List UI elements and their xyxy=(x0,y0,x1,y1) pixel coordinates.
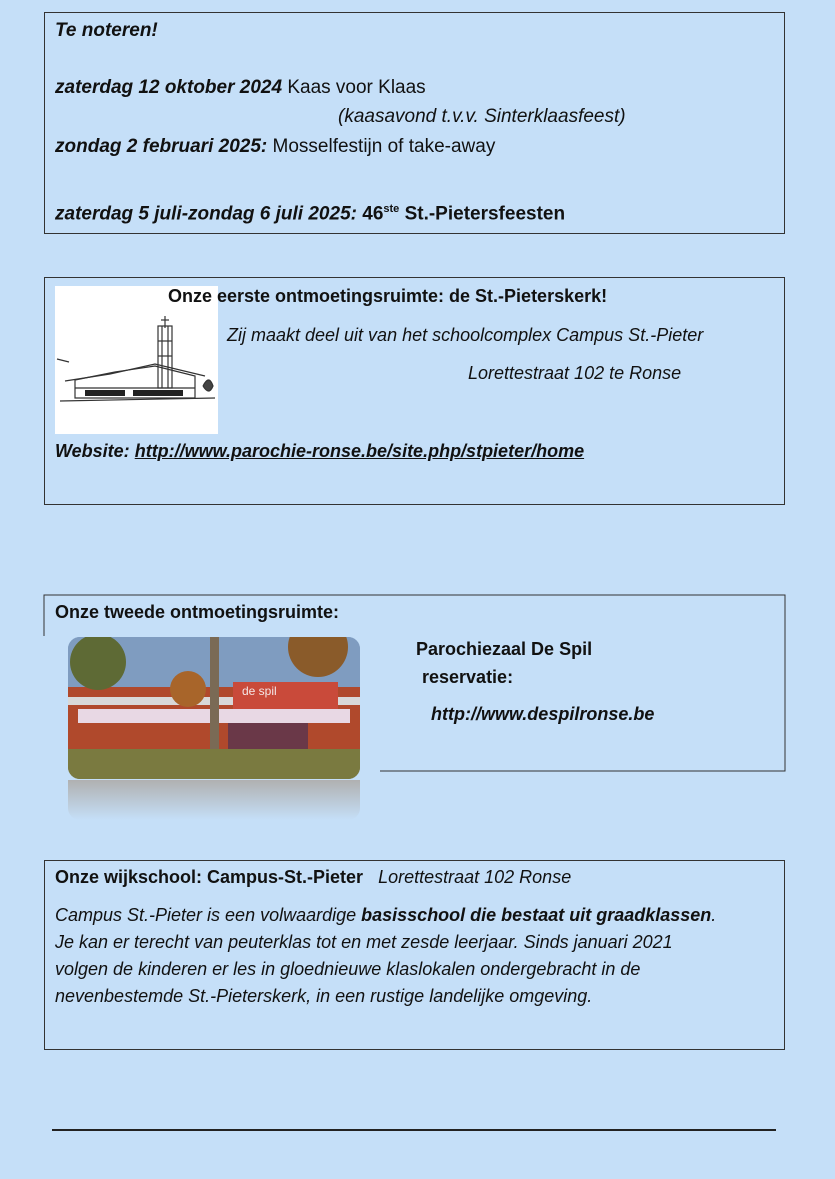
school-box xyxy=(44,860,785,1050)
event-2 xyxy=(55,136,495,158)
event-3 xyxy=(55,203,565,225)
school-address: Lorettestraat 102 Ronse xyxy=(378,867,572,887)
church-drawing xyxy=(55,286,218,434)
website-label: Website: xyxy=(55,441,130,461)
de-spil-photo xyxy=(68,637,360,779)
first-space-line2: Lorettestraat 102 te Ronse xyxy=(468,363,682,383)
de-spil-sign: de spil xyxy=(242,684,277,698)
de-spil-link[interactable]: http://www.despilronse.be xyxy=(431,704,655,724)
event-3-sup: ste xyxy=(383,203,400,215)
school-line-1-bold: basisschool die bestaat uit graadklassen xyxy=(361,905,712,925)
de-spil-name: Parochiezaal De Spil xyxy=(416,639,593,659)
school-line-4: nevenbestemde St.-Pieterskerk, in een rustige landelijke omgeving. xyxy=(55,986,593,1006)
event-1-title: Kaas voor Klaas xyxy=(287,77,426,98)
school-line-1 xyxy=(55,905,716,926)
bottom-divider xyxy=(52,1129,776,1131)
first-space-heading: Onze eerste ontmoetingsruimte: de St.-Pieterskerk! xyxy=(168,286,608,306)
notes-heading: Te noteren! xyxy=(55,20,158,41)
school-line-1-end: . xyxy=(711,905,717,925)
school-line-2: Je kan er terecht van peuterklas tot en met zesde leerjaar. Sinds januari 2021 xyxy=(55,932,673,952)
photo-reflection xyxy=(68,780,360,820)
event-2-title: Mosselfestijn of take-away xyxy=(272,136,496,157)
website-line xyxy=(55,441,584,462)
event-1-subtitle: (kaasavond t.v.v. Sinterklaasfeest) xyxy=(338,106,626,127)
event-2-date: zondag 2 februari 2025: xyxy=(55,136,268,157)
school-line-1-text: Campus St.-Pieter is een volwaardige xyxy=(55,905,362,925)
school-line-3: volgen de kinderen er les in gloednieuwe klaslokalen ondergebracht in de xyxy=(55,959,641,979)
de-spil-reservation: reservatie: xyxy=(422,667,514,687)
second-space-heading: Onze tweede ontmoetingsruimte: xyxy=(55,602,340,622)
school-heading-line xyxy=(55,867,571,888)
event-3-date: zaterdag 5 juli-zondag 6 juli 2025: xyxy=(55,203,357,225)
event-1 xyxy=(55,77,426,99)
event-3-num: 46 xyxy=(362,203,384,225)
event-1-date: zaterdag 12 oktober 2024 xyxy=(55,77,283,98)
website-link[interactable]: http://www.parochie-ronse.be/site.php/stpieter/home xyxy=(134,441,585,461)
event-3-title: St.-Pietersfeesten xyxy=(404,203,566,225)
school-heading: Onze wijkschool: Campus-St.-Pieter xyxy=(55,867,364,887)
first-space-line1: Zij maakt deel uit van het schoolcomplex Campus St.-Pieter xyxy=(227,325,704,345)
